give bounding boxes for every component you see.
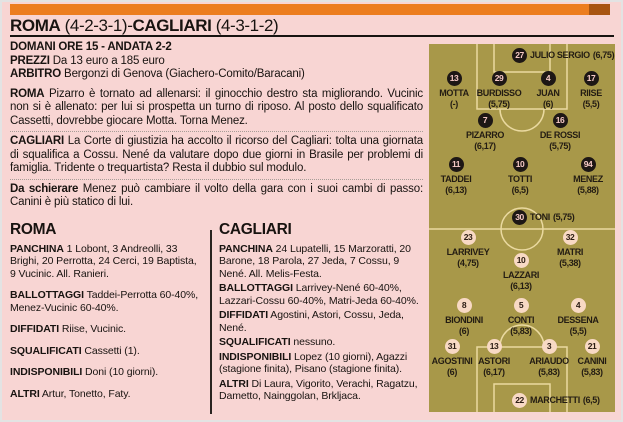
player-name: ARIAUDO [529, 356, 569, 366]
player-number-badge: 27 [512, 48, 527, 63]
player-number-badge: 29 [492, 71, 507, 86]
match-headline [10, 16, 614, 36]
pitch-player-pizarro [450, 113, 520, 151]
cagliari-altri-row: ALTRI Di Laura, Vigorito, Verachi, Ragatzu, Dametto, Nainggolan, Brkljaca. [219, 377, 418, 402]
player-name: BIONDINI [445, 315, 483, 325]
player-rating: (6) [543, 98, 553, 109]
player-number-badge: 32 [563, 230, 578, 245]
player-number-badge: 17 [584, 71, 599, 86]
roma-ballottaggi-row: BALLOTTAGGI Taddei-Perrotta 60-40%, Menez-Vucinic 60-40%. [10, 289, 199, 314]
player-number-badge: 11 [449, 157, 464, 172]
match-info-block [10, 41, 423, 210]
player-number-badge: 23 [461, 230, 476, 245]
player-name: RIISE [580, 88, 602, 98]
player-rating: (6,13) [445, 184, 467, 195]
player-rating: (5,75) [549, 140, 571, 151]
player-rating: (5,38) [559, 257, 581, 268]
player-name: BURDISSO [476, 88, 522, 98]
player-number-badge: 10 [514, 253, 529, 268]
player-number-badge: 7 [478, 113, 493, 128]
player-number-badge: 30 [512, 210, 527, 225]
player-number-badge: 94 [581, 157, 596, 172]
home-formation: (4-2-3-1)- [60, 16, 133, 35]
pitch-player-toni [512, 210, 574, 225]
player-rating: (-) [450, 98, 458, 109]
player-rating: (6) [447, 366, 457, 377]
roma-altri-row: ALTRI Artur, Tonetto, Faty. [10, 387, 131, 400]
player-number-badge: 22 [512, 393, 527, 408]
pitch-player-taddei [421, 157, 491, 195]
cagliari-bench-row: PANCHINA 24 Lupatelli, 15 Marzoratti, 20 Barone, 18 Parola, 27 Jeda, 7 Cossu, 9 Nené. All. Melis-Festa. [219, 242, 411, 280]
player-rating: (6,5) [582, 395, 600, 406]
player-rating: (6,17) [483, 366, 505, 377]
pitch-player-totti [485, 157, 555, 195]
player-number-badge: 8 [457, 298, 472, 313]
player-name: TOTTI [507, 174, 533, 184]
player-name: MOTTA [439, 88, 469, 98]
roma-diffidati-row: DIFFIDATI Riise, Vucinic. [10, 323, 126, 335]
lineup-note-paragraph: Da schierare Menez può cambiare il volto della gara con i suoi cambi di passo: Canini è più statico di lui. [10, 182, 423, 208]
cagliari-squalificati-row: SQUALIFICATI nessuno. [219, 336, 336, 348]
player-name: TONI [530, 212, 550, 223]
player-rating: (5,83) [538, 366, 560, 377]
player-name: LARRIVEY [446, 247, 490, 257]
away-formation: (4-3-1-2) [211, 16, 279, 35]
roma-squalificati-row: SQUALIFICATI Cassetti (1). [10, 344, 140, 357]
player-name: MENEZ [573, 174, 603, 184]
player-name: MATRI [556, 247, 584, 257]
player-name: TADDEI [440, 174, 472, 184]
prices-line: PREZZI Da 13 euro a 185 euro [10, 54, 165, 67]
player-name: AGOSTINI [431, 356, 473, 366]
home-team-name: ROMA [10, 16, 61, 35]
player-rating: (5,75) [552, 212, 575, 223]
player-rating: (6) [459, 325, 469, 336]
player-name: CANINI [577, 356, 607, 366]
player-number-badge: 21 [585, 339, 600, 354]
cagliari-squad-column [219, 221, 419, 405]
player-number-badge: 31 [445, 339, 460, 354]
cagliari-ballottaggi-row: BALLOTTAGGI Larrivey-Nené 60-40%, Lazzari-Cossu 60-40%, Matri-Jeda 60-40%. [219, 282, 419, 307]
pitch-player-julio-sergio [512, 48, 614, 63]
pitch-player-de-rossi [525, 113, 595, 151]
cagliari-column-title: CAGLIARI [219, 221, 292, 238]
pitch-player-canini [557, 339, 623, 377]
away-team-name: CAGLIARI [132, 16, 212, 35]
player-name: PIZARRO [465, 130, 505, 140]
pitch-player-lazzari [486, 253, 556, 291]
kickoff-line: DOMANI ORE 15 - ANDATA 2-2 [10, 41, 172, 53]
player-number-badge: 5 [514, 298, 529, 313]
headline-rule [10, 35, 614, 37]
player-name: DESSENA [557, 315, 599, 325]
player-rating: (5,5) [569, 325, 587, 336]
player-rating: (5,88) [577, 184, 599, 195]
player-number-badge: 16 [553, 113, 568, 128]
player-name: JULIO SERGIO [530, 50, 590, 61]
player-rating: (6,13) [510, 280, 532, 291]
dotted-separator [10, 131, 423, 132]
player-rating: (6,5) [511, 184, 529, 195]
player-rating: (5,75) [488, 98, 510, 109]
formation-pitch [429, 44, 615, 412]
roma-column-title: ROMA [10, 221, 57, 238]
pitch-player-dessena [543, 298, 613, 336]
player-rating: (6,17) [474, 140, 496, 151]
player-name: CONTI [507, 315, 535, 325]
pitch-player-menez [553, 157, 623, 195]
player-name: JUAN [536, 88, 560, 98]
player-name: LAZZARI [502, 270, 540, 280]
player-number-badge: 3 [542, 339, 557, 354]
player-rating: (5,83) [510, 325, 532, 336]
top-accent-bar [10, 4, 610, 15]
player-number-badge: 10 [513, 157, 528, 172]
player-rating: (5,83) [581, 366, 603, 377]
player-number-badge: 4 [571, 298, 586, 313]
pitch-player-marchetti [512, 393, 600, 408]
player-number-badge: 4 [541, 71, 556, 86]
dotted-separator [10, 179, 423, 180]
player-name: MARCHETTI [530, 395, 580, 406]
player-rating: (6,75) [592, 50, 615, 61]
column-divider [210, 230, 212, 414]
player-number-badge: 13 [447, 71, 462, 86]
roma-squad-column [10, 221, 204, 409]
player-rating: (5,5) [582, 98, 600, 109]
cagliari-news-paragraph: CAGLIARI La Corte di giustizia ha accolto il ricorso del Cagliari: tolta una giornata di squalifica a Cossu. Nené da valutare dopo due giorni in Brasile per problemi di famiglia. Tridente o trequartista? Resta il dubbio sul modulo. [10, 135, 423, 174]
roma-indisponibili-row: INDISPONIBILI Doni (10 giorni). [10, 366, 159, 378]
roma-news-paragraph: ROMA Pizarro è tornato ad allenarsi: il ginocchio destro sta migliorando. Vucinic non si è allenato: per lui si prospetta un turno di riposo. Al posto dello squalificato Cassetti, dovrebbe giocare Motta. Torna Menez. [10, 87, 423, 127]
player-rating: (4,75) [457, 257, 479, 268]
referee-line: ARBITRO Bergonzi di Genova (Giachero-Comito/Baracani) [10, 68, 305, 80]
player-name: ASTORI [478, 356, 510, 366]
player-number-badge: 13 [487, 339, 502, 354]
roma-bench-row: PANCHINA 1 Lobont, 3 Andreolli, 33 Brighi, 20 Perrotta, 24 Cerci, 19 Baptista, 9 Vucinic. All. Ranieri. [10, 242, 197, 280]
player-name: DE ROSSI [539, 130, 581, 140]
pitch-player-riise [556, 71, 623, 109]
cagliari-indisponibili-row: INDISPONIBILI Lopez (10 giorni), Agazzi (stagione finita), Pisano (stagione finita). [219, 350, 408, 375]
cagliari-diffidati-row: DIFFIDATI Agostini, Astori, Cossu, Jeda, Nené. [219, 309, 404, 334]
